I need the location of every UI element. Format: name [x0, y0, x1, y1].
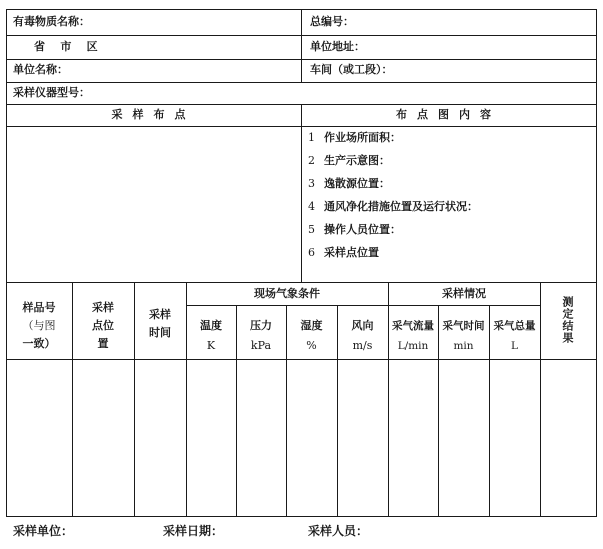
total-volume-header: 采气总量 L [493, 320, 536, 352]
rule-header-bottom [6, 359, 597, 360]
layout-item-1: 1 作业场所面积： [308, 131, 401, 144]
rule-mid-top [301, 9, 302, 83]
rule-mid-layout [301, 104, 302, 282]
layout-item-4: 4 通风净化措施位置及运行状况： [308, 200, 478, 213]
sample-time-header: 采样 时间 [149, 308, 171, 339]
weather-conditions-header: 现场气象条件 [254, 287, 320, 300]
rule-table-top [6, 282, 597, 283]
instrument-model-label: 采样仪器型号： [13, 86, 90, 99]
rule-right-edge [596, 9, 597, 516]
sample-no-header: 样品号 （与图 一致） [22, 301, 56, 350]
substance-name-label: 有毒物质名称： [13, 15, 90, 28]
result-header: 测定结果 [561, 296, 574, 344]
unit-address-label: 单位地址： [310, 40, 365, 53]
rule-left-edge [6, 9, 7, 516]
sampling-unit-label: 采样单位： [13, 524, 74, 538]
layout-content-title: 布点图内容 [396, 108, 501, 121]
total-number-label: 总编号： [310, 15, 354, 28]
flow-rate-header: 采气流量 L/min [392, 320, 434, 352]
unit-name-label: 单位名称： [13, 63, 68, 76]
layout-item-6: 6 采样点位置 [308, 246, 379, 259]
workshop-label: 车间（或工段）： [310, 63, 393, 76]
sampling-person-label: 采样人员： [308, 524, 369, 538]
layout-item-3: 3 逸散源位置： [308, 177, 390, 190]
rule-group-sub [186, 305, 540, 306]
sampling-duration-header: 采气时间 min [442, 320, 485, 352]
layout-item-2: 2 生产示意图： [308, 154, 390, 167]
rule-col10 [540, 282, 541, 516]
sampling-status-header: 采样情况 [442, 287, 486, 300]
pressure-header: 压力 kPa [250, 319, 272, 352]
rule-table-bottom [6, 516, 597, 517]
sample-point-header: 采样 点位 置 [92, 301, 114, 350]
layout-item-5: 5 操作人员位置： [308, 223, 401, 236]
humidity-header: 湿度 % [300, 319, 323, 352]
sampling-date-label: 采样日期： [163, 524, 224, 538]
sampling-layout-title: 采样布点 [111, 108, 196, 121]
wind-header: 风向 m/s [351, 319, 374, 352]
temperature-header: 温度 K [200, 319, 222, 352]
region-label: 省 市 区 [34, 40, 98, 53]
